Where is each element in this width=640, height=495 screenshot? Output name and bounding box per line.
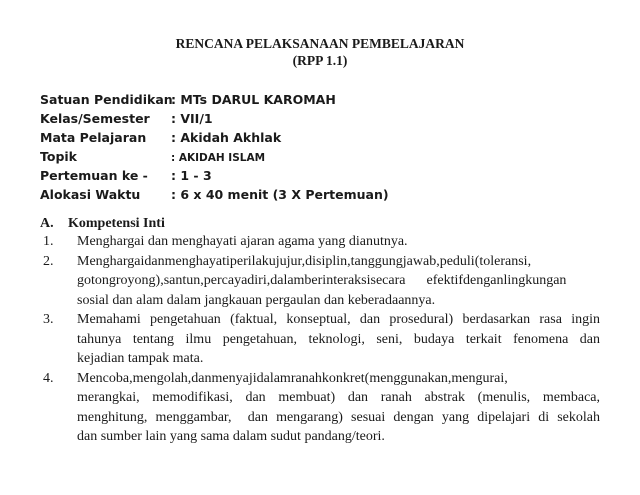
info-value: : Akidah Akhlak [171,130,282,145]
text-line: Mencoba,mengolah,danmenyajidalamranahkonkret(menggunakan,mengurai, [77,370,508,386]
text-line: Memahami pengetahuan (faktual, konseptual, dan prosedural) berdasarkan rasa ingin [77,312,600,327]
info-label: Kelas/Semester [40,111,150,126]
list-item [40,232,600,252]
info-value: : 6 x 40 menit (3 X Pertemuan) [171,187,389,202]
info-label: Pertemuan ke - [40,168,148,183]
info-value: : AKIDAH ISLAM [171,152,266,164]
info-row-alokasi-waktu [40,185,389,204]
text-line: sosial dan alam dalam jangkauan pergaulan dan keberadaannya. [77,292,436,308]
document-title: RENCANA PELAKSANAAN PEMBELAJARAN [175,36,465,51]
identity-table [40,90,389,204]
text-line: dan sumber lain yang sama dalam sudut pandang/teori. [77,429,385,444]
info-row-topik [40,147,389,166]
info-row-kelas-semester [40,109,389,128]
info-row-pertemuan [40,166,389,185]
info-label: Topik [40,149,77,164]
document-subtitle: (RPP 1.1) [292,53,348,68]
text-line: tahunya tentang ilmu pengetahuan, teknologi, seni, budaya terkait fenomena dan [77,331,600,347]
section-heading [40,216,165,232]
info-label: Mata Pelajaran [40,130,147,145]
info-value: : MTs DARUL KAROMAH [171,92,336,107]
info-row-mata-pelajaran [40,128,389,147]
list-item [40,310,600,369]
text-line: kejadian tampak mata. [77,351,204,366]
item-text [77,252,600,311]
section-title: Kompetensi Inti [68,216,165,231]
list-item [40,369,600,447]
item-number: 1. [43,234,54,249]
item-text [77,369,600,447]
text-line: gotongroyong),santun,percayadiri,dalamberinteraksisecara efektifdenganlingkungan [77,273,567,288]
item-number: 2. [43,253,54,269]
text-line: Menghargai dan menghayati ajaran agama yang dianutnya. [77,234,408,249]
item-text [77,310,600,369]
text-line: Menghargaidanmenghayatiperilakujujur,disiplin,tanggungjawab,peduli(toleransi, [77,253,532,269]
item-number: 4. [43,370,54,386]
competency-list [40,232,600,447]
info-row-satuan-pendidikan [40,90,389,109]
item-text [77,232,600,252]
info-value: : VII/1 [171,111,213,126]
info-label: Alokasi Waktu [40,187,141,202]
text-line: merangkai, memodifikasi, dan membuat) dan ranah abstrak (menulis, membaca, [77,390,600,405]
item-number: 3. [43,312,54,327]
list-item [40,252,600,311]
section-letter: A. [40,216,54,231]
text-line: menghitung, menggambar, dan mengarang) sesuai dengan yang dipelajari di sekolah [77,409,600,425]
info-label: Satuan Pendidikan [40,92,173,107]
info-value: : 1 - 3 [171,168,212,183]
